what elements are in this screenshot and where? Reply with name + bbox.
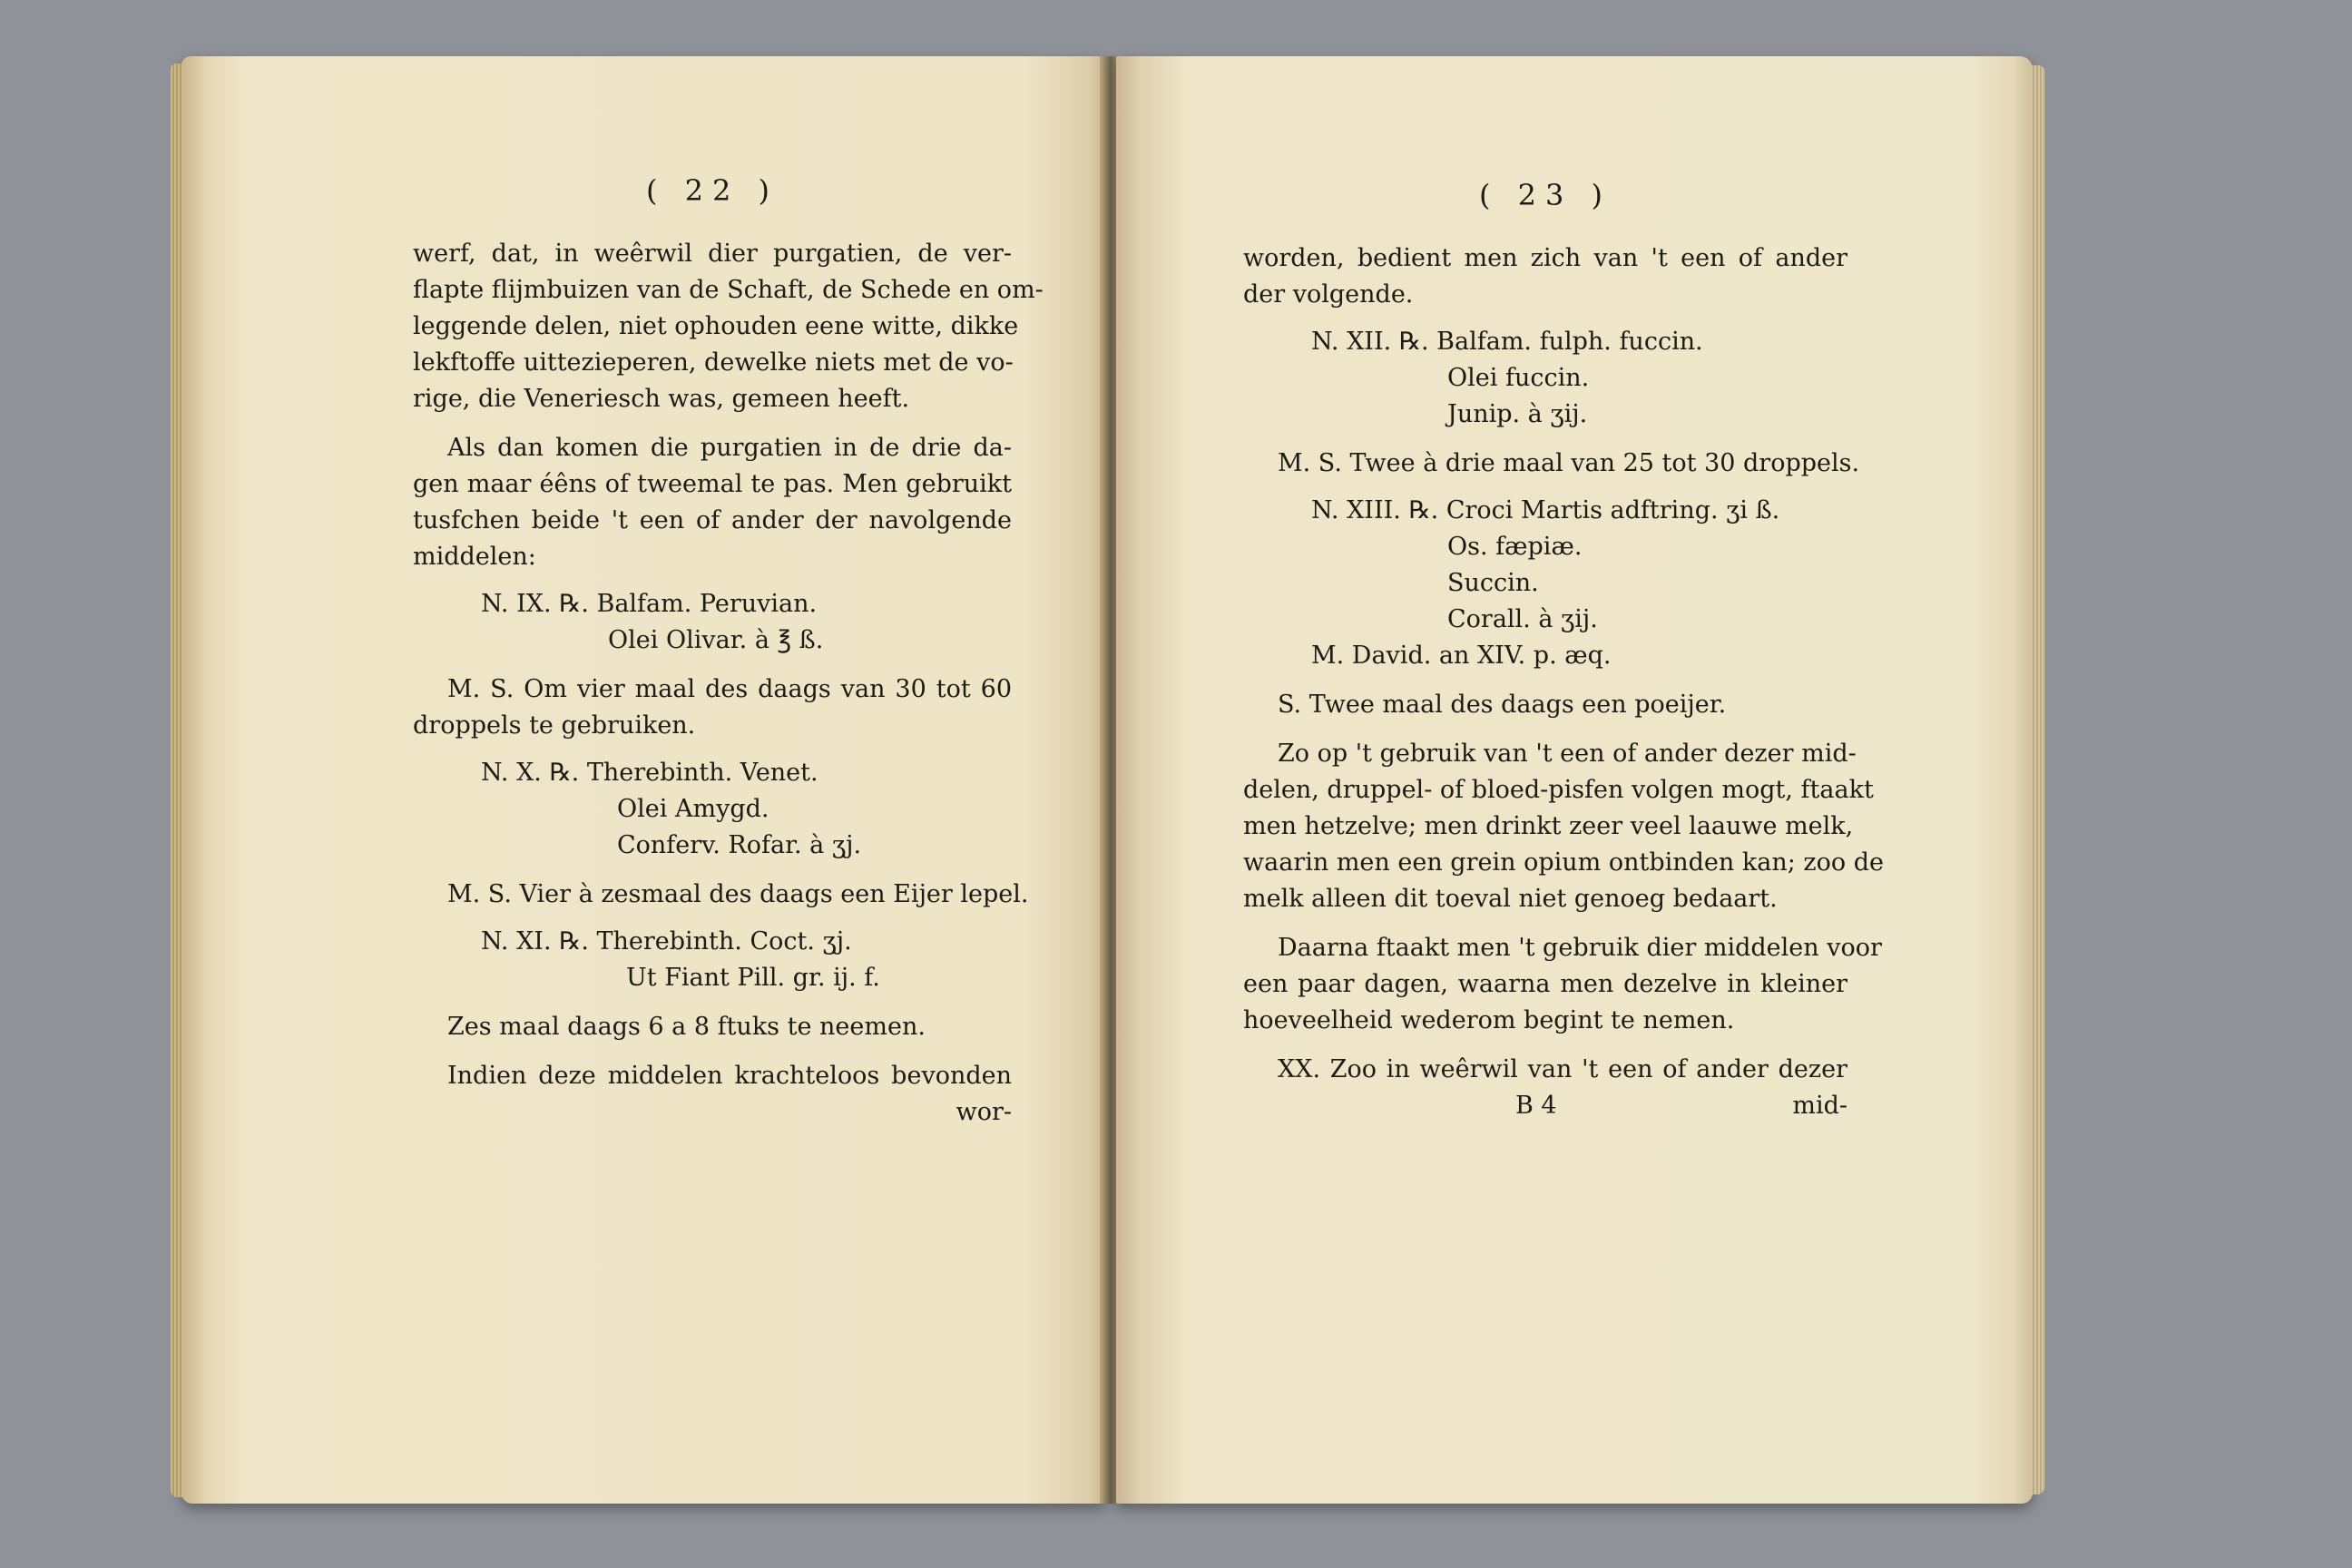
recipe-line: N. XI. ℞. Therebinth. Coct. ʒj. [481,927,852,956]
recipe-line: N. XIII. ℞. Croci Martis adftring. ʒi ß. [1311,496,1780,524]
text-line: M. S. Twee à drie maal van 25 tot 30 droppels. [1278,449,1860,477]
text-line: tusfchen beide 't een of ander der navolgende [413,506,1012,534]
left-page [181,56,1105,1504]
recipe-line: Succin. [1447,569,1539,597]
recipe-line: Olei fuccin. [1447,364,1590,392]
text-line: lekftoffe uittezieperen, dewelke niets met de vo- [413,348,1014,377]
text-line: worden, bedient men zich van 't een of ander [1243,244,1847,272]
recipe-line: Olei Amygd. [617,795,769,823]
text-line: leggende delen, niet ophouden eene witte, dikke [413,312,1019,340]
recipe-line: M. David. an XIV. p. æq. [1311,642,1612,670]
text-line: gen maar éêns of tweemal te pas. Men gebruikt [413,470,1012,498]
text-line: men hetzelve; men drinkt zeer veel laauwe melk, [1243,812,1854,840]
page-number-right: ( 23 ) [1478,178,1612,212]
page-edges-left [171,64,183,1497]
page-edges-right [2031,65,2045,1494]
text-line: der volgende. [1243,280,1414,309]
catchword: mid- [1792,1092,1847,1120]
signature-line [1243,1088,1847,1124]
text-line: M. S. Vier à zesmaal des daags een Eijer lepel. [447,880,1029,908]
text-line: Daarna ftaakt men 't gebruik dier middelen voor [1278,934,1882,962]
text-line: M. S. Om vier maal des daags van 30 tot 60 [447,675,1012,703]
recipe-line: N. IX. ℞. Balfam. Peruvian. [481,590,818,618]
text-line: een paar dagen, waarna men dezelve in kleiner [1243,970,1847,998]
signature-mark: B 4 [1515,1092,1557,1120]
catchword: wor- [956,1098,1012,1126]
text-line: Zo op 't gebruik van 't een of ander dezer mid- [1278,740,1857,768]
text-line: werf, dat, in weêrwil dier purgatien, de ver- [413,240,1012,268]
recipe-line: Junip. à ʒij. [1447,400,1588,428]
text-line: melk alleen dit toeval niet genoeg bedaart. [1243,885,1778,913]
page-number-left: ( 22 ) [645,173,779,208]
text-line: Als dan komen die purgatien in de drie da- [447,434,1012,462]
recipe-line: Ut Fiant Pill. gr. ij. f. [626,964,880,992]
text-line: rige, die Veneriesch was, gemeen heeft. [413,385,910,413]
text-line: droppels te gebruiken. [413,711,696,740]
recipe-line: Olei Olivar. à ℥ ß. [608,626,824,654]
open-book [181,56,2033,1504]
text-line: flapte flijmbuizen van de Schaft, de Schede en om- [413,276,1044,304]
text-line: S. Twee maal des daags een poeijer. [1278,691,1727,719]
right-page-text [1243,177,1884,1124]
recipe-line: Corall. à ʒij. [1447,605,1598,633]
text-line: Zes maal daags 6 a 8 ftuks te neemen. [447,1013,926,1041]
left-page-text [413,172,1044,1131]
recipe-line: Conferv. Rofar. à ʒj. [617,831,862,859]
text-line: waarin men een grein opium ontbinden kan; zoo de [1243,848,1884,877]
text-line: XX. Zoo in weêrwil van 't een of ander dezer [1278,1055,1847,1083]
text-line: hoeveelheid wederom begint te nemen. [1243,1006,1735,1034]
text-line: delen, druppel- of bloed-pisfen volgen mogt, ftaakt [1243,776,1874,804]
text-line: Indien deze middelen krachteloos bevonden [447,1062,1012,1090]
recipe-line: N. X. ℞. Therebinth. Venet. [481,759,818,787]
recipe-line: Os. fæpiæ. [1447,533,1583,561]
right-page [1116,56,2033,1504]
recipe-line: N. XII. ℞. Balfam. fulph. fuccin. [1311,328,1703,356]
text-line: middelen: [413,543,536,571]
